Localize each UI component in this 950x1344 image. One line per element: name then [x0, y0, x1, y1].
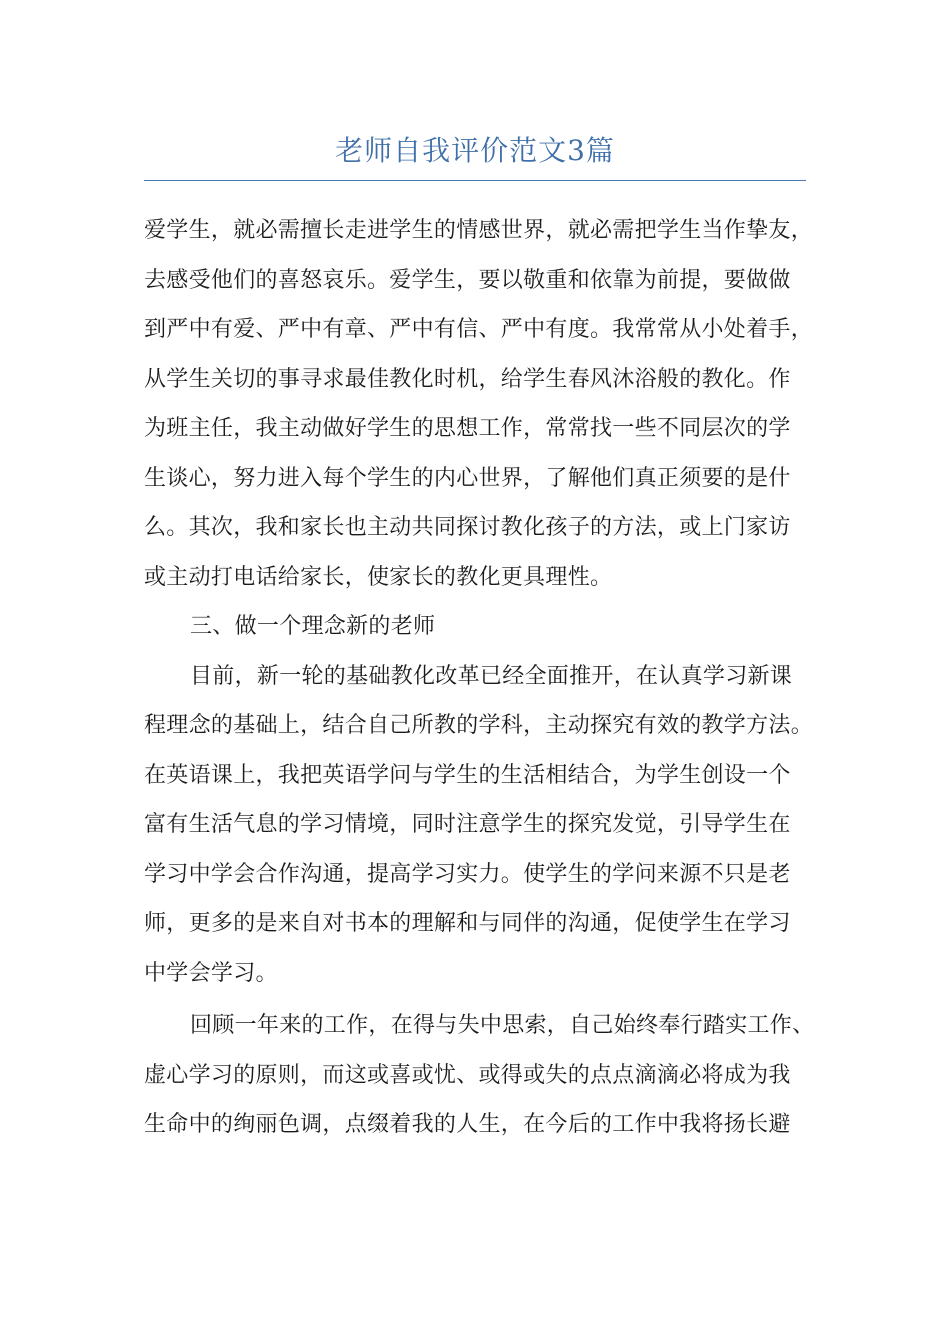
text-line: 目前，新一轮的基础教化改革已经全面推开，在认真学习新课 [190, 663, 793, 689]
text-line: 师，更多的是来自对书本的理解和与同伴的沟通，促使学生在学习 [144, 911, 791, 936]
text-line: 虚心学习的原则，而这或喜或忧、或得或失的点点滴滴必将成为我 [144, 1062, 791, 1088]
text-line: 从学生关切的事寻求最佳教化时机，给学生春风沐浴般的教化。作 [144, 366, 791, 392]
text-line: 富有生活气息的学习情境，同时注意学生的探究发觉，引导学生在 [144, 812, 791, 837]
text-line: 生命中的绚丽色调，点缀着我的人生，在今后的工作中我将扬长避 [144, 1112, 791, 1137]
title-underline [144, 180, 806, 181]
text-line: 去感受他们的喜怒哀乐。爱学生，要以敬重和依靠为前提，要做做 [144, 267, 791, 293]
text-line: 爱学生，就必需擅长走进学生的情感世界，就必需把学生当作挚友， [144, 218, 814, 243]
text-line: 或主动打电话给家长，使家长的教化更具理性。 [144, 564, 613, 590]
text-line: 到严中有爱、严中有章、严中有信、严中有度。我常常从小处着手， [144, 317, 814, 342]
text-line: 学习中学会合作沟通，提高学习实力。使学生的学问来源不只是老 [144, 861, 791, 887]
text-line: 程理念的基础上，结合自己所教的学科，主动探究有效的教学方法。 [144, 713, 814, 738]
body-text [144, 206, 844, 1150]
text-line: 在英语课上，我把英语学问与学生的生活相结合，为学生创设一个 [144, 762, 791, 788]
text-line: 生谈心，努力进入每个学生的内心世界，了解他们真正须要的是什 [144, 465, 791, 491]
text-line: 中学会学习。 [144, 960, 278, 986]
text-line: 么。其次，我和家长也主动共同探讨教化孩子的方法，或上门家访 [144, 515, 791, 540]
text-line: 回顾一年来的工作，在得与失中思索，自己始终奉行踏实工作、 [190, 1013, 815, 1038]
document-title: 老师自我评价范文3篇 [335, 134, 615, 167]
text-line: 三、做一个理念新的老师 [190, 614, 436, 639]
text-line: 为班主任，我主动做好学生的思想工作，常常找一些不同层次的学 [144, 416, 791, 441]
